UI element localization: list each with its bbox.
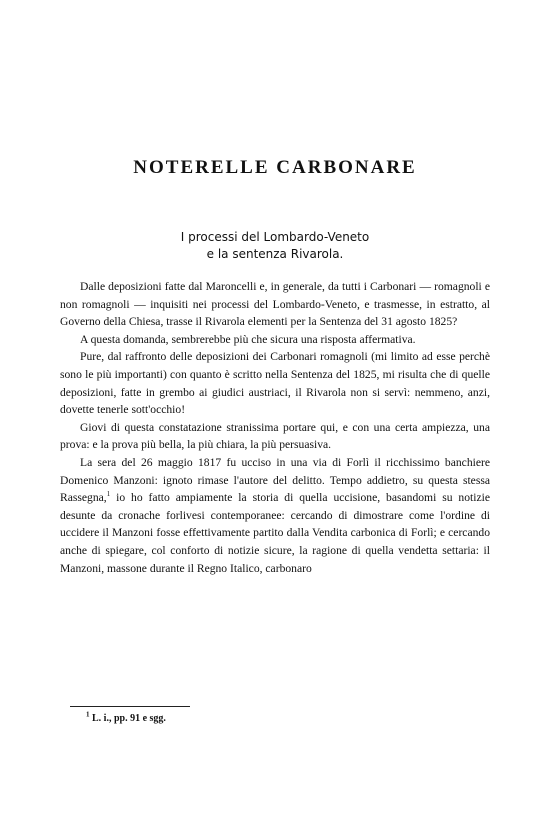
paragraph-5 (60, 454, 490, 577)
paragraph-5-text-b: io ho fatto ampiamente la storia di quella uccisione, basandomi su notizie desunte da cronache forlivesi contemporanee: cercando di dimostrare come l'ordine di uccidere il Manzoni fosse effettivamente partito dalla Vendita carbonica di Forlì; e cercando anche di spiegare, col conforto di notizie sicure, la ragione di quella vendetta settaria: il Manzoni, massone durante il Regno Italico, carbonaro (60, 491, 490, 575)
footnote-divider (70, 706, 190, 707)
paragraph-4: Giovi di questa constatazione stranissima portare qui, e con una certa ampiezza, una prova: e la prova più bella, la più chiara, la più persuasiva. (60, 420, 490, 452)
footnote-text: L. i., pp. 91 e sgg. (92, 713, 166, 724)
footnote (86, 710, 166, 724)
paragraph-1: Dalle deposizioni fatte dal Maroncelli e, in generale, da tutti i Carbonari — romagnoli e non romagnoli — inquisiti nei processi del Lombardo-Veneto, e trasmesse, in estratto, al Governo della Chiesa, trasse il Rivarola elementi per la Sentenza del 31 agosto 1825? (60, 280, 490, 329)
footnote-mark: 1 (86, 710, 90, 719)
paragraph-2: A questa domanda, sembrerebbe più che sicura una risposta affermativa. (80, 332, 416, 346)
paragraph-3: Pure, dal raffronto delle deposizioni dei Carbonari romagnoli (mi limito ad esse perchè sono le più importanti) con quanto è scritto nella Sentenza del 1825, mi risulta che di quelle deposizioni, fatte in grembo ai giudici austriaci, il Rivarola non si servì: nemmeno, anzi, dovette tenerle sott'occhio! (60, 350, 490, 417)
footnote-reference: 1 (106, 490, 111, 499)
paragraph-5-text-a: La sera del 26 maggio 1817 fu ucciso in una via di Forlì il ricchissimo banchiere Domenico Manzoni: ignoto rimase l'autore del delitto. Tempo addietro, su questa stessa Rassegna, (60, 455, 490, 505)
section-subtitle-line-1: I processi del Lombardo-Veneto (180, 230, 370, 244)
section-subtitle-line-2: e la sentenza Rivarola. (206, 247, 344, 261)
chapter-title: NOTERELLE CARBONARE (133, 157, 417, 178)
body-text (60, 278, 490, 577)
